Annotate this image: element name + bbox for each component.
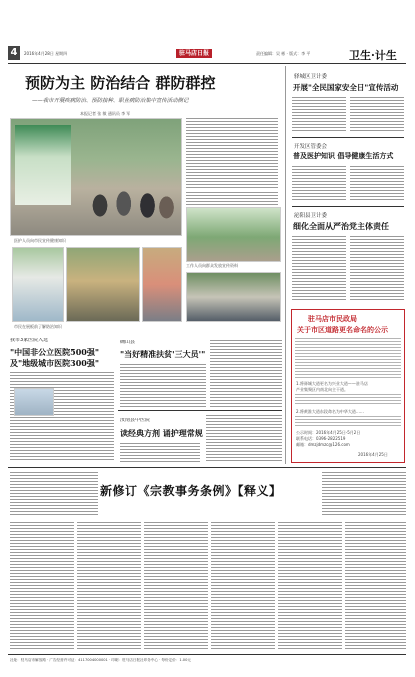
a2-body-right — [350, 166, 404, 202]
bottom-intro-right — [322, 472, 406, 516]
photo-crowd — [142, 247, 182, 322]
caption-2: 工作人员向群众发放宣传资料 — [186, 263, 238, 268]
a3-body-left — [292, 236, 346, 302]
bottom-col-2 — [77, 522, 141, 650]
bottom-col-1 — [10, 522, 74, 650]
header-rule — [8, 63, 406, 64]
a1-rule — [292, 137, 404, 138]
lead-byline: 本报记者 张 敏 通讯员 李 军 — [80, 111, 131, 116]
page-header — [8, 46, 406, 62]
s3-title: 读经典方剂 诵护理常规 — [120, 428, 203, 438]
s3-body — [120, 443, 200, 463]
photo-leaders — [10, 118, 182, 236]
s2-rule — [118, 410, 282, 411]
a2-body-left — [292, 166, 346, 202]
column-rule — [285, 66, 286, 464]
a1-kicker: 驿城区卫计委 — [294, 74, 328, 80]
bottom-col-5 — [278, 522, 342, 650]
notice-body — [295, 338, 401, 378]
people-silhouettes — [81, 139, 176, 234]
bottom-banner: 新修订《宗教事务条例》【释义】 — [100, 484, 282, 498]
a3-kicker: 泌阳县卫计委 — [294, 213, 328, 219]
a2-rule — [292, 206, 404, 207]
s1-title-1: "中国非公立医院500强" — [10, 347, 100, 357]
a2-title: 普及医护知识 倡导健康生活方式 — [293, 151, 394, 160]
a3-body-right — [350, 236, 404, 302]
bottom-col-6 — [345, 522, 406, 650]
a2-kicker: 开发区管委会 — [294, 144, 328, 150]
section-title: 卫生·计生 — [349, 49, 397, 62]
section-divider — [8, 467, 406, 468]
photo-bicycle — [66, 247, 140, 322]
caption-1: 医护人员向市民宣传健康知识 — [14, 238, 66, 243]
editors-line: 责任编辑：吴 彬 · 版式：李 平 — [256, 51, 311, 56]
a3-title: 细化全面从严治党主体责任 — [293, 221, 389, 231]
bottom-col-3 — [144, 522, 208, 650]
photo-display-boards — [186, 207, 281, 262]
lead-headline: 预防为主 防治结合 群防群控 — [25, 74, 216, 92]
s3-kicker: 汝南县中医院 — [120, 418, 151, 423]
notice-title: 关于市区道路更名命名的公示 — [297, 326, 388, 334]
s1-title-2: 及"地级城市医院300强" — [10, 358, 100, 368]
notice-line-1: 1.将驿城大道更名为兴业大道——驻马店 — [296, 381, 368, 386]
s1-body — [10, 372, 114, 462]
date-line: 2016年4月28日 星期四 — [24, 51, 68, 56]
notice-body-3 — [295, 416, 401, 426]
notice-line-4: 公示时间：2016年4月25日-5月2日 — [296, 430, 361, 435]
s3-body-2 — [206, 415, 282, 463]
s2-body — [120, 364, 206, 408]
s2-kicker: 确山县 — [120, 340, 136, 345]
bottom-col-4 — [211, 522, 275, 650]
notice-line-5: 联系电话：0396-2822519 — [296, 436, 346, 441]
footer-text: 社址：驻马店市解放路 · 广告经营许可证：4117004000001 · 印刷：驻马店日报社印务中心 · 每份定价：1.00元 — [10, 658, 191, 662]
photo-hospital — [14, 388, 54, 416]
notice-date: 2016年4月25日 — [358, 452, 388, 457]
notice-line-2: 产业集聚区内南北向主干道。 — [296, 387, 348, 392]
page-number: 4 — [8, 46, 20, 60]
s1-kicker: 我市3家医院入选 — [10, 338, 49, 343]
masthead: 驻马店日报 — [176, 49, 212, 58]
photo-doctors — [12, 247, 64, 322]
bottom-intro-text — [10, 472, 98, 516]
s2-title: "当好精准扶贫'三大员'" — [120, 349, 206, 359]
caption-3: 市民在展板前了解防治知识 — [14, 324, 62, 329]
a1-body-left — [292, 97, 346, 133]
a1-title: 开展"全民国家安全日"宣传活动 — [293, 83, 399, 92]
notice-agency: 驻马店市民政局 — [308, 315, 357, 323]
notice-line-6: 邮箱：dmzjdmzc@126.com — [296, 442, 350, 447]
footer-rule — [8, 654, 406, 655]
s2-body-2 — [210, 340, 282, 408]
display-board-graphic — [15, 125, 71, 205]
notice-body-2 — [295, 394, 401, 406]
lead-subheadline: ——我市开展疾病防治、预防接种、职业病防治集中宣传活动侧记 — [32, 98, 189, 104]
photo-stand — [186, 272, 281, 322]
notice-line-3: 2.将黄淮大道东段命名为中华大道…… — [296, 409, 364, 414]
a1-body-right — [350, 97, 404, 133]
lead-body-right — [186, 118, 278, 188]
